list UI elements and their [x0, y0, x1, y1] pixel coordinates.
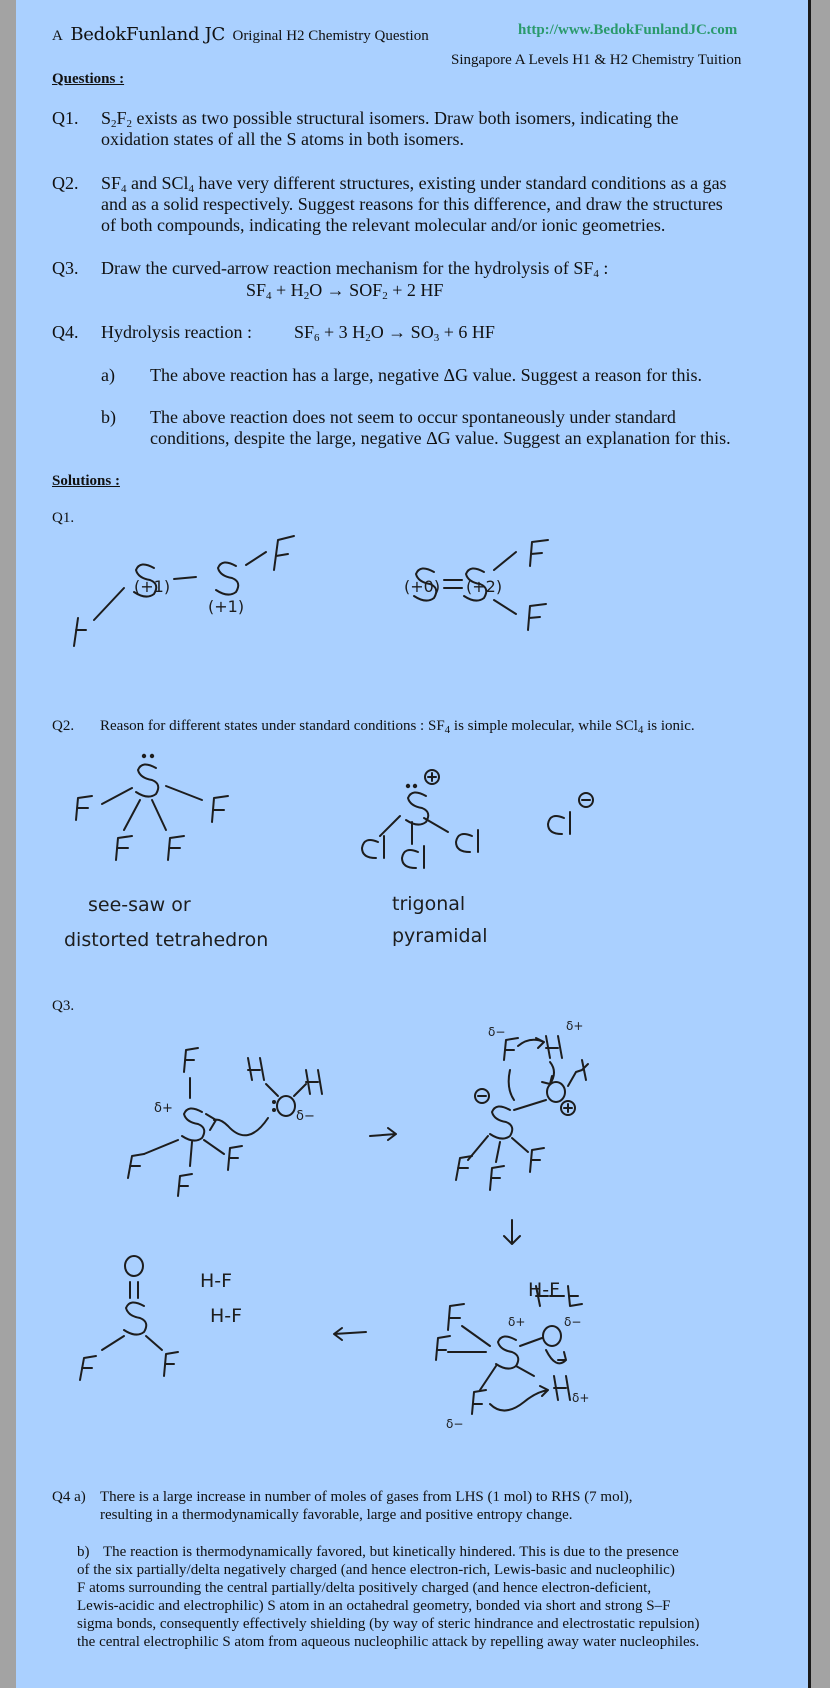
svg-text:δ+: δ+: [508, 1315, 526, 1329]
solutions-heading: Solutions :: [52, 473, 120, 489]
svg-text:δ+: δ+: [566, 1019, 584, 1033]
svg-text:trigonal: trigonal: [392, 893, 466, 915]
svg-text:H-F: H-F: [210, 1305, 243, 1327]
svg-text:H-F: H-F: [528, 1279, 561, 1301]
solution-q2-label: Q2.: [52, 718, 75, 734]
svg-text:(+1): (+1): [208, 597, 245, 616]
svg-text:δ+: δ+: [154, 1101, 173, 1116]
svg-text:distorted tetrahedron: distorted tetrahedron: [64, 929, 269, 951]
questions-heading: Questions :: [52, 71, 125, 87]
solution-q4a-line-2: resulting in a thermodynamically favorable, large and positive entropy change.: [100, 1507, 573, 1523]
svg-text:δ+: δ+: [572, 1391, 590, 1405]
solution-q4a-line-1: There is a large increase in number of moles of gases from LHS (1 mol) to RHS (7 mol),: [100, 1489, 633, 1505]
svg-text:δ−: δ−: [446, 1417, 464, 1431]
solution-q4b-line-1: The reaction is thermodynamically favored, but kinetically hindered. This is due to the presence: [103, 1544, 679, 1560]
svg-text:δ−: δ−: [296, 1109, 315, 1124]
svg-text:δ−: δ−: [488, 1025, 506, 1039]
solution-q4b-line-4: Lewis-acidic and electrophilic) S atom in an octahedral geometry, bonded via short and strong S–F: [77, 1598, 671, 1614]
solution-q4b-line-6: the central electrophilic S atom from aqueous nucleophilic attack by repelling away water nucleophiles.: [77, 1634, 700, 1650]
solution-q4b-line-2: of the six partially/delta negatively charged (and hence electron-rich, Lewis-basic and nucleophilic): [77, 1562, 675, 1578]
solution-q1-label: Q1.: [52, 510, 75, 526]
solution-q4b-line-3: F atoms surrounding the central partially/delta positively charged (and hence electron-deficient,: [77, 1580, 652, 1596]
solution-q4a-label: Q4 a): [52, 1489, 86, 1505]
solution-q4b-line-5: sigma bonds, consequently effectively shielding (by way of steric hindrance and electrostatic repulsion): [77, 1616, 700, 1632]
svg-text:(+2): (+2): [466, 577, 503, 596]
header-title: A BedokFunland JC Original H2 Chemistry Question: [52, 24, 429, 45]
q4-equation: $SF_6 + 3$ $H_2O \to SO_3 + 6$ HF: [294, 322, 495, 344]
worksheet-page: A BedokFunland JC Original H2 Chemistry Question http://www.BedokFunlandJC.com Singapore A Levels H1 & H2 Chemistry Tuition Questions : Q1. $S_2F_2$ exists as two possible structural isomers. Draw both isomers, indicating the oxidation states of all the S atoms in both isomers. Q2. $SF_4$ and SCl$_4$ have very different structures, existing under standard conditions as a gas and as a solid respectively. Suggest reasons for this difference, and draw the structures of both compounds, indicating the relevant molecular and/or ionic geometries. Q3. Draw the curved-arrow reaction mechanism for the hydrolysis of $SF_4$ : $SF_4 + H_2O \to SOF_2 + 2$ HF Q4. Hydrolysis reaction : $SF_6 + 3$ $H_2O \to SO_3 + 6$ HF a) The above reaction has a large, negative ΔG value. Suggest a reason for this. b) The above reaction does not seem to occur spontaneously under standard conditions, despite the large, negative ΔG value. Suggest an explanation for this. Solutions : Q1. (+1) (+1) (+0) (+2) Q2. Reason for different states under standard conditions : $SF_4$ is simple molecular, while SCl$_4$ is ionic. see-saw or distorted tetrahedron trigonal pyramidal Q3. δ+ δ− δ− δ+ δ+ δ− δ− δ+ H-F H-F H-F Q4 a) There is a large increase in number of moles of gases from LHS (1 mol) to RHS (7 mol), resulting in a thermodynamically favorable, large and positive entropy change. b) The reaction is thermodynamically favored, but kinetically hindered. This is due to the presence of the six partially/delta negatively charged (and hence electron-rich, Lewis-basic and nucleophilic) F atoms surrounding the central partially/delta positively charged (and hence electron-deficient, Lewis-acidic and electrophilic) S atom in an octahedral geometry, bonded via short and strong S–F sigma bonds, consequently effectively shielding (by way of steric hindrance and electrostatic repulsion) the central electrophilic S atom from aqueous nucleophilic attack by repelling away water nucleophiles.: [16, 0, 811, 1688]
solution-q3-label: Q3.: [52, 998, 75, 1014]
svg-text:(+0): (+0): [404, 577, 441, 596]
svg-text:δ−: δ−: [564, 1315, 582, 1329]
svg-text:(+1): (+1): [134, 577, 171, 596]
q3-equation: $SF_4 + H_2O \to SOF_2 + 2$ HF: [246, 280, 444, 302]
svg-text:H-F: H-F: [200, 1270, 233, 1292]
header-subtitle: Singapore A Levels H1 & H2 Chemistry Tuition: [451, 52, 742, 68]
q3-mechanism-drawing: [16, 0, 811, 1450]
brand-logo: BedokFunland JC: [70, 24, 225, 45]
solution-q4b-label: b): [77, 1544, 90, 1560]
svg-text:see-saw or: see-saw or: [88, 894, 191, 916]
site-link[interactable]: http://www.BedokFunlandJC.com: [518, 22, 738, 38]
solution-q2-text: Reason for different states under standard conditions : $SF_4$ is simple molecular, while SCl$_4$ is ionic.: [100, 718, 695, 736]
svg-text:pyramidal: pyramidal: [392, 925, 488, 947]
